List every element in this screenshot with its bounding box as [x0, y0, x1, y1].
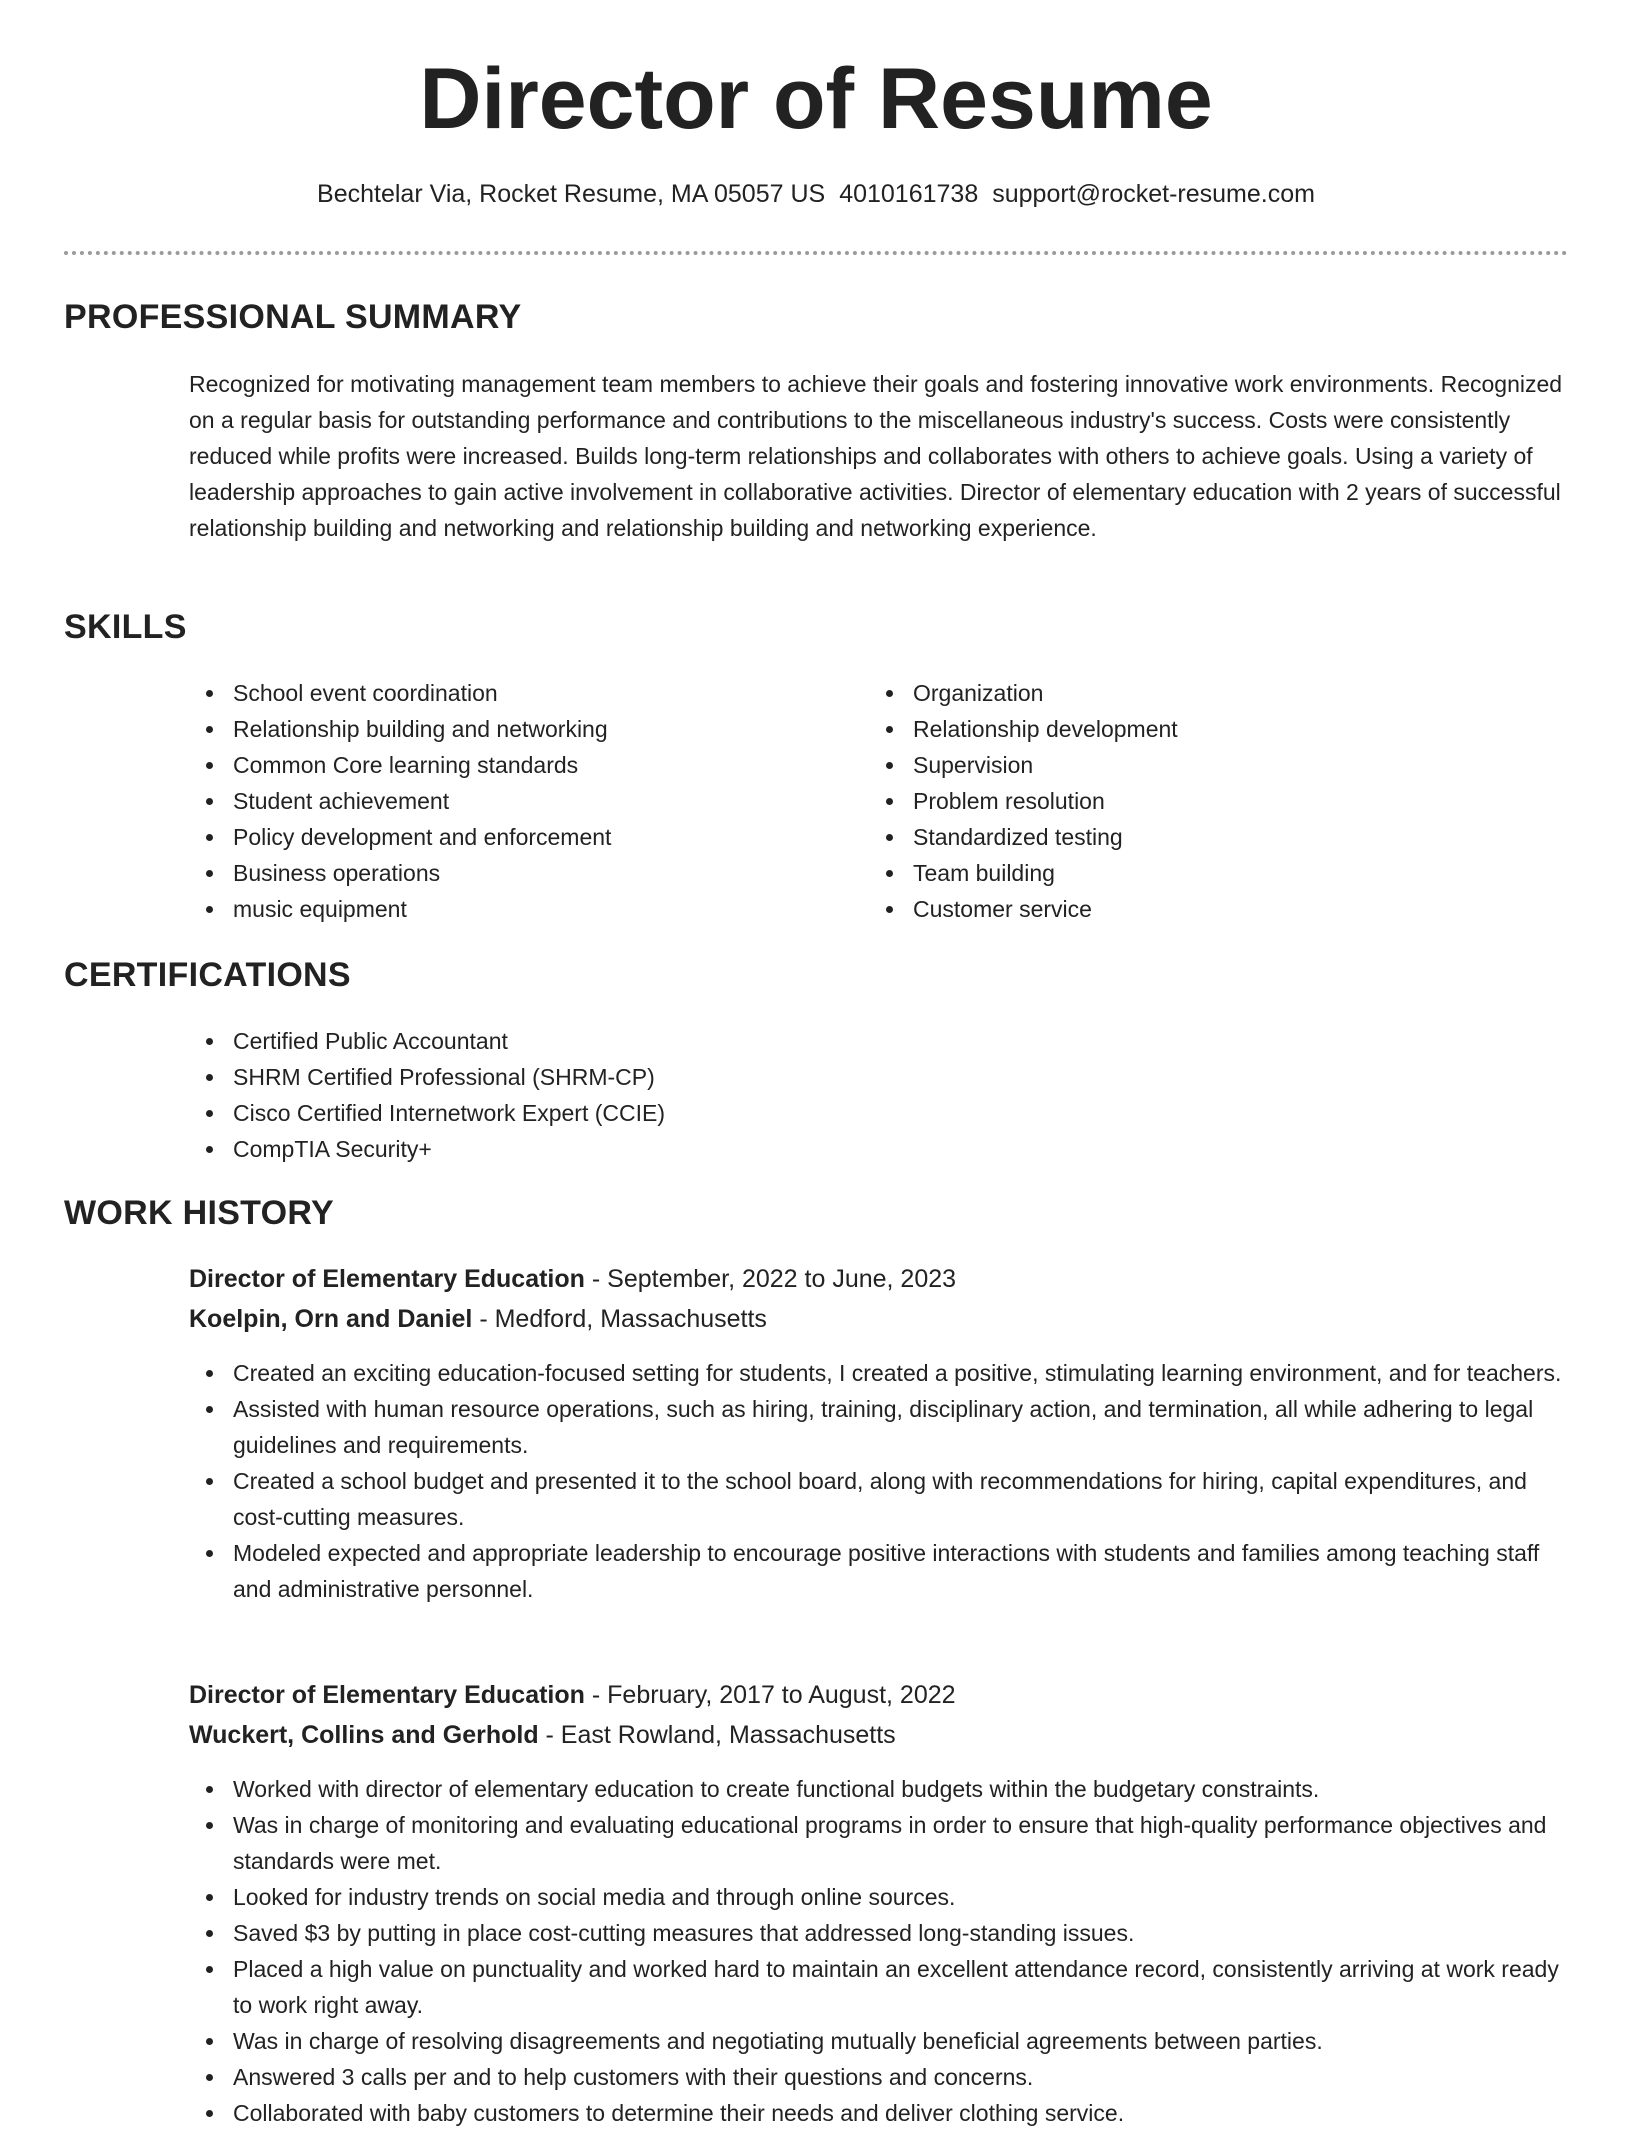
job-bullet: Answered 3 calls per and to help customers with their questions and concerns.	[189, 2059, 1569, 2095]
skills-list-right	[869, 675, 1529, 927]
skill-item: music equipment	[189, 891, 849, 927]
job-title-line	[189, 1681, 956, 1710]
job-bullet: Created a school budget and presented it to the school board, along with recommendations for hiring, capital expenditures, and cost-cutting measures.	[189, 1463, 1569, 1535]
summary-heading: PROFESSIONAL SUMMARY	[64, 298, 522, 336]
job-bullets	[189, 1771, 1569, 2131]
skills-heading: SKILLS	[64, 608, 187, 646]
job-bullet: Placed a high value on punctuality and worked hard to maintain an excellent attendance record, consistently arriving at work ready to work right away.	[189, 1951, 1569, 2023]
job-location: - East Rowland, Massachusetts	[538, 1721, 896, 1749]
job-bullet: Worked with director of elementary education to create functional budgets within the budgetary constraints.	[189, 1771, 1569, 1807]
header-divider	[64, 251, 1568, 255]
job-title: Director of Elementary Education	[189, 1265, 585, 1293]
job-location: - Medford, Massachusetts	[472, 1305, 767, 1333]
summary-text: Recognized for motivating management team members to achieve their goals and fostering innovative work environments. Recognized on a regular basis for outstanding performance and contributions to the miscellaneous industry's success. Costs were consistently reduced while profits were increased. Builds long-term relationships and collaborates with others to achieve goals. Using a variety of leadership approaches to gain active involvement in collaborative activities. Director of elementary education with 2 years of successful relationship building and networking and relationship building and networking experience.	[189, 371, 1563, 541]
job-title: Director of Elementary Education	[189, 1681, 585, 1709]
skill-item: Organization	[869, 675, 1529, 711]
skill-item: Business operations	[189, 855, 849, 891]
job-bullet: Saved $3 by putting in place cost-cutting measures that addressed long-standing issues.	[189, 1915, 1569, 1951]
job-bullet: Created an exciting education-focused setting for students, I created a positive, stimulating learning environment, and for teachers.	[189, 1355, 1569, 1391]
skill-item: Student achievement	[189, 783, 849, 819]
skill-item: Relationship development	[869, 711, 1529, 747]
certification-item: Cisco Certified Internetwork Expert (CCIE)	[189, 1095, 1489, 1131]
resume-name: Director of Resume	[419, 51, 1213, 147]
skill-item: Standardized testing	[869, 819, 1529, 855]
job-bullet: Modeled expected and appropriate leadership to encourage positive interactions with students and families among teaching staff and administrative personnel.	[189, 1535, 1569, 1607]
contact-address: Bechtelar Via, Rocket Resume, MA 05057 US	[317, 180, 826, 208]
contact-phone: 4010161738	[839, 180, 979, 208]
skill-item: Supervision	[869, 747, 1529, 783]
job-company: Koelpin, Orn and Daniel	[189, 1305, 473, 1333]
skill-item: Problem resolution	[869, 783, 1529, 819]
job-company-line	[189, 1721, 896, 1750]
job-title-line	[189, 1265, 956, 1294]
certification-item: SHRM Certified Professional (SHRM-CP)	[189, 1059, 1489, 1095]
job-bullet: Looked for industry trends on social media and through online sources.	[189, 1879, 1569, 1915]
job-bullets	[189, 1355, 1569, 1607]
skill-item: Common Core learning standards	[189, 747, 849, 783]
skill-item: Policy development and enforcement	[189, 819, 849, 855]
skill-item: School event coordination	[189, 675, 849, 711]
skill-item: Relationship building and networking	[189, 711, 849, 747]
skills-list-left	[189, 675, 849, 927]
contact-email: support@rocket-resume.com	[992, 180, 1315, 208]
certifications-heading: CERTIFICATIONS	[64, 956, 351, 994]
certification-item: CompTIA Security+	[189, 1131, 1489, 1167]
certifications-list	[189, 1023, 1489, 1167]
contact-line	[0, 180, 1632, 209]
job-dates: - September, 2022 to June, 2023	[584, 1265, 957, 1293]
job-dates: - February, 2017 to August, 2022	[584, 1681, 956, 1709]
job-bullet: Was in charge of resolving disagreements and negotiating mutually beneficial agreements between parties.	[189, 2023, 1569, 2059]
job-company: Wuckert, Collins and Gerhold	[189, 1721, 539, 1749]
job-bullet: Was in charge of monitoring and evaluating educational programs in order to ensure that high-quality performance objectives and standards were met.	[189, 1807, 1569, 1879]
job-bullet: Collaborated with baby customers to determine their needs and deliver clothing service.	[189, 2095, 1569, 2131]
work-history-heading: WORK HISTORY	[64, 1194, 334, 1232]
job-bullet: Assisted with human resource operations, such as hiring, training, disciplinary action, and termination, all while adhering to legal guidelines and requirements.	[189, 1391, 1569, 1463]
job-company-line	[189, 1305, 767, 1334]
skill-item: Customer service	[869, 891, 1529, 927]
skill-item: Team building	[869, 855, 1529, 891]
certification-item: Certified Public Accountant	[189, 1023, 1489, 1059]
